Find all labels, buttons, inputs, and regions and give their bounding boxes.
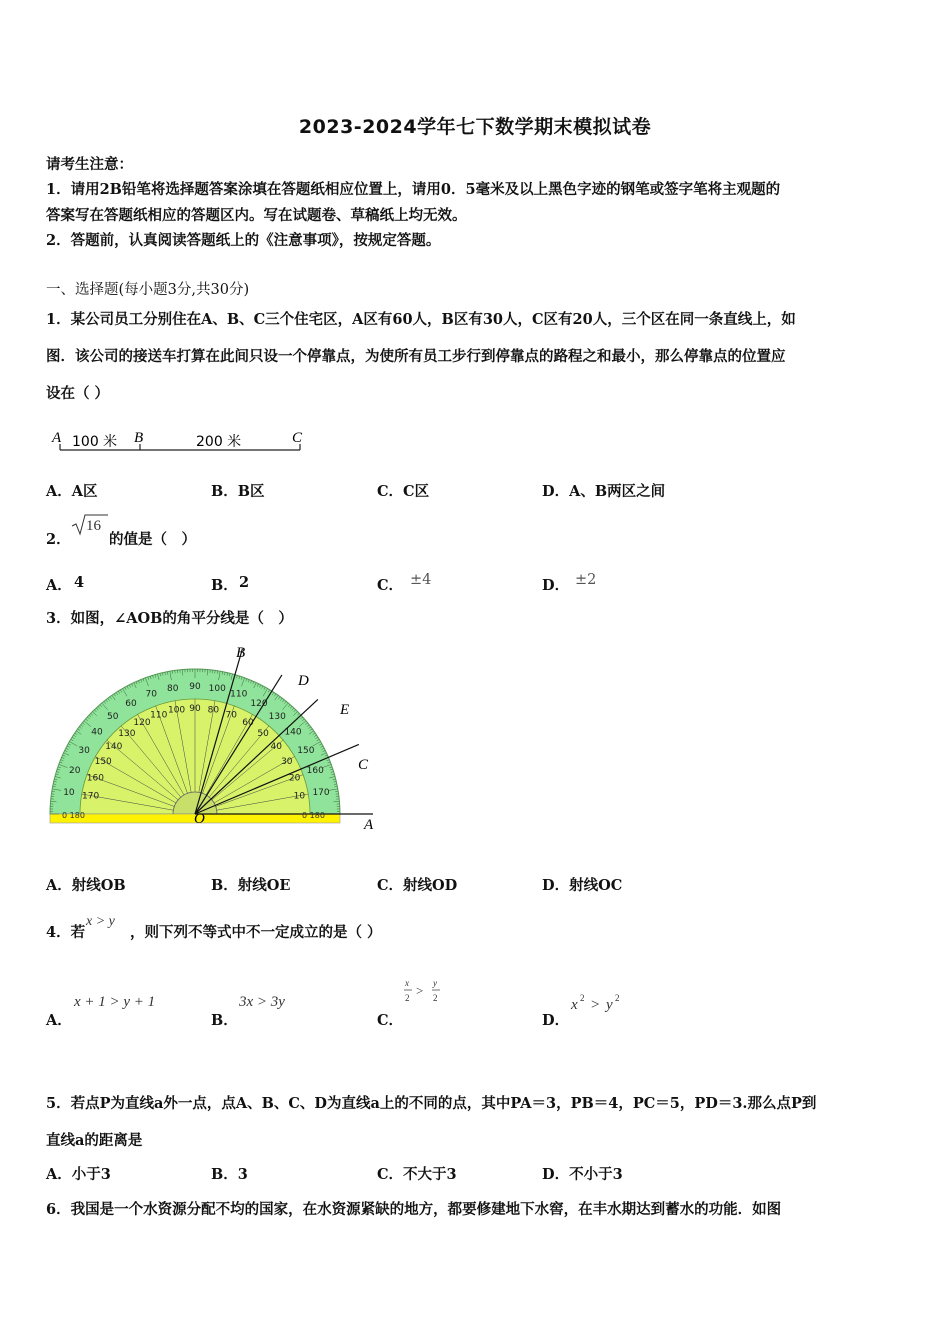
q4-suffix: ，则下列不等式中不一定成立的是（ ） [130, 924, 382, 941]
q4-c-num1: x [405, 978, 409, 988]
q5-stem-line-1: 5．若点P为直线a外一点，点A、B、C、D为直线a上的不同的点，其中PA＝3，PB＝4，PC＝5，PD＝3.那么点P到 [46, 1095, 817, 1112]
protractor-inner-scale-label: 150 [94, 757, 112, 767]
protractor-inner-scale-label: 50 [257, 728, 269, 739]
q2-option-a-letter[interactable]: A． [46, 577, 72, 594]
q4-option-a-letter[interactable]: A． [46, 1012, 72, 1029]
protractor-outer-scale-label: 140 [284, 727, 302, 738]
q3-option-d[interactable]: D．射线OC [542, 877, 623, 894]
q2-option-d-letter[interactable]: D． [542, 577, 570, 594]
q1-option-c[interactable]: C．C区 [377, 483, 430, 500]
q4-prefix: 4．若 [46, 924, 86, 941]
q1-stem-line-3: 设在（ ） [46, 385, 110, 402]
q2-option-c-letter[interactable]: C． [377, 577, 404, 594]
protractor-outer-scale-label: 110 [230, 689, 248, 700]
label-o: O [194, 811, 205, 827]
q4-condition: x > y [86, 914, 115, 929]
q2-stem-tail: 的值是（ ） [109, 531, 196, 548]
q2-option-b-value: 2 [239, 574, 250, 591]
q1-stem-line-2: 图．该公司的接送车打算在此间只设一个停靠点，为使所有员工步行到停靠点的路程之和最小，那么停靠点的位置应 [46, 348, 786, 365]
q5-option-c[interactable]: C．不大于3 [377, 1166, 457, 1183]
protractor-inner-scale-label: 40 [270, 741, 282, 752]
base-label-right: 0 180 [302, 811, 325, 820]
q5-option-a[interactable]: A．小于3 [46, 1166, 111, 1183]
q1-stem-line-1: 1．某公司员工分别住在A、B、C三个住宅区，A区有60人，B区有30人，C区有20人，三个区在同一条直线上，如 [46, 311, 796, 328]
q1-option-d[interactable]: D．A、B两区之间 [542, 483, 666, 500]
q1-option-b[interactable]: B．B区 [211, 483, 265, 500]
q3-stem: 3．如图，∠AOB的角平分线是（ ） [46, 610, 293, 627]
protractor-outer-scale-label: 50 [106, 711, 119, 722]
q4-c-den1: 2 [405, 993, 410, 1003]
protractor-inner-scale-label: 100 [167, 705, 186, 716]
q4-option-b-expr: 3x > 3y [239, 994, 285, 1010]
protractor-inner-scale-label: 120 [133, 718, 151, 729]
protractor-inner-scale-label: 160 [86, 773, 104, 784]
protractor-outer-scale-label: 130 [268, 711, 286, 722]
protractor-outer-scale-label: 80 [167, 683, 179, 694]
q2-option-d-value: ±2 [575, 572, 597, 588]
label-a: A [364, 817, 374, 833]
q4-option-b-letter[interactable]: B． [211, 1012, 238, 1029]
protractor-outer-scale-label: 10 [63, 787, 75, 798]
protractor-outer-scale-label: 30 [78, 746, 90, 756]
q4-d-exp2: 2 [615, 993, 620, 1003]
q1-dist-bc: 200 米 [196, 434, 242, 450]
q1-dist-ab: 100 米 [72, 434, 118, 450]
page-title: 2023-2024学年七下数学期末模拟试卷 [298, 116, 652, 138]
q5-option-b[interactable]: B．3 [211, 1166, 248, 1183]
protractor-inner-scale-label: 80 [207, 705, 220, 716]
protractor-inner-scale-label: 20 [288, 773, 301, 784]
section-heading: 一、选择题(每小题3分,共30分) [46, 282, 250, 298]
q3-protractor-figure [40, 638, 390, 838]
q4-c-rel: > [416, 983, 424, 998]
protractor-inner-scale-label: 110 [150, 710, 168, 721]
protractor-outer-scale-label: 60 [125, 699, 137, 710]
q4-d-base1: x [571, 997, 578, 1013]
protractor-inner-scale-label: 10 [293, 791, 306, 802]
q4-option-c-expr [403, 977, 451, 1013]
q1-label-a: A [52, 430, 62, 446]
notice-line-1: 1．请用2B铅笔将选择题答案涂填在答题纸相应位置上，请用0．5毫米及以上黑色字迹的钢笔或签字笔将主观题的 [46, 181, 781, 198]
protractor-inner-scale-label: 30 [281, 757, 293, 767]
notice-line-3: 2．答题前，认真阅读答题纸上的《注意事项》，按规定答题。 [46, 232, 441, 249]
q1-label-b: B [134, 430, 144, 446]
q5-option-d[interactable]: D．不小于3 [542, 1166, 623, 1183]
q4-option-d-letter[interactable]: D． [542, 1012, 570, 1029]
q2-option-a-value: 4 [74, 574, 85, 591]
q2-number: 2． [46, 531, 71, 548]
protractor-inner-scale-label: 60 [242, 718, 254, 729]
q4-d-rel: > [591, 997, 600, 1013]
q1-label-c: C [292, 430, 303, 446]
q4-option-a-expr: x + 1 > y + 1 [74, 994, 156, 1010]
protractor-outer-scale-label: 170 [312, 787, 330, 798]
protractor-inner-scale-label: 130 [118, 728, 136, 739]
q4-c-num2: y [433, 978, 437, 988]
q4-c-den2: 2 [433, 993, 438, 1003]
protractor-outer-scale-label: 100 [208, 683, 226, 694]
q2-option-b-letter[interactable]: B． [211, 577, 238, 594]
label-e: E [340, 702, 350, 718]
q3-option-c[interactable]: C．射线OD [377, 877, 458, 894]
q4-d-base2: y [606, 997, 613, 1013]
protractor-inner-scale-label: 170 [82, 791, 100, 802]
label-b: B [236, 645, 246, 661]
protractor-inner-scale-label: 70 [225, 710, 237, 721]
q2-option-c-value: ±4 [410, 572, 432, 588]
q4-option-c-letter[interactable]: C． [377, 1012, 404, 1029]
protractor-inner-scale-label: 90 [189, 704, 201, 714]
q2-radicand: 16 [86, 518, 101, 534]
q1-line-figure [46, 424, 316, 458]
q4-d-exp1: 2 [580, 993, 585, 1003]
q6-stem-line-1: 6．我国是一个水资源分配不均的国家，在水资源紧缺的地方，都要修建地下水窖，在丰水期达到蓄水的功能．如图 [46, 1201, 782, 1218]
label-d: D [298, 673, 309, 689]
protractor-outer-scale-label: 20 [68, 766, 81, 777]
q2-sqrt-symbol [70, 512, 110, 538]
q3-option-a[interactable]: A．射线OB [46, 877, 126, 894]
q5-stem-line-2: 直线a的距离是 [46, 1132, 143, 1149]
protractor-outer-scale-label: 160 [306, 766, 324, 777]
q4-option-d-expr [570, 990, 634, 1020]
notice-line-2: 答案写在答题纸相应的答题区内。写在试题卷、草稿纸上均无效。 [46, 207, 467, 224]
protractor-outer-scale-label: 120 [250, 699, 268, 710]
protractor-outer-scale-label: 90 [189, 682, 201, 692]
protractor-inner-scale-label: 140 [105, 741, 123, 752]
protractor-outer-scale-label: 70 [145, 689, 157, 700]
base-label-left: 0 180 [62, 811, 85, 820]
protractor-outer-scale-label: 40 [91, 727, 103, 738]
q1-option-a[interactable]: A．A区 [46, 483, 98, 500]
protractor-outer-scale-label: 150 [297, 746, 315, 756]
q3-option-b[interactable]: B．射线OE [211, 877, 291, 894]
label-c: C [358, 757, 369, 773]
notice-heading: 请考生注意： [46, 156, 133, 173]
